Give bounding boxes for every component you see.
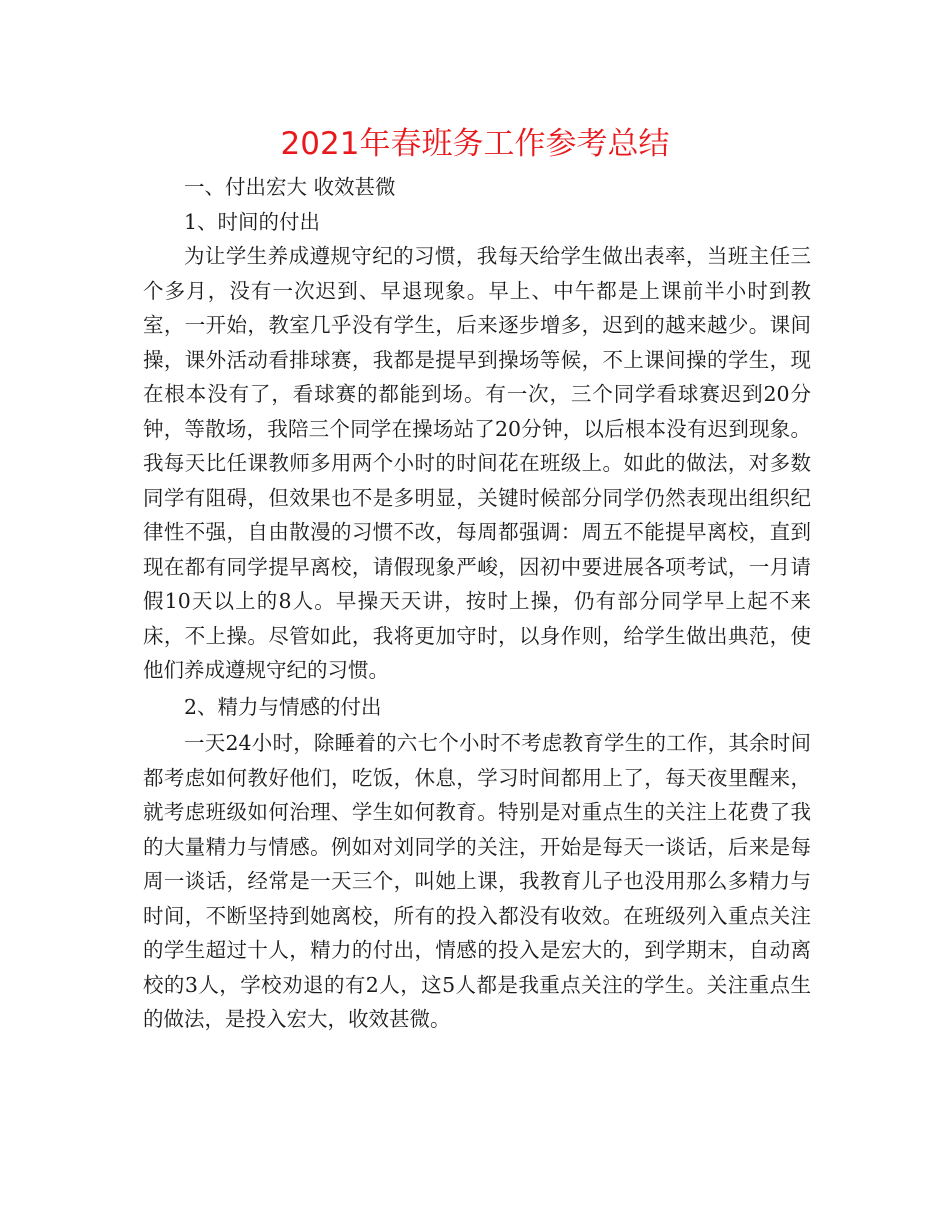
section-heading: 一、付出宏大 收效甚微 <box>184 175 396 199</box>
document-title: 2021年春班务工作参考总结 <box>280 126 670 162</box>
subsection-heading-time: 1、时间的付出 <box>184 209 321 234</box>
document-body <box>143 170 811 1037</box>
paragraph-time-investment: 为让学生养成遵规守纪的习惯，我每天给学生做出表率，当班主任三个多月，没有一次迟到、早退现象。早上、中午都是上课前半小时到教室，一开始，教室几乎没有学生，后来逐步增多，迟到的越来越少。课间操，课外活动看排球赛，我都是提早到操场等候，不上课间操的学生，现在根本没有了，看球赛的都能到场。有一次，三个同学看球赛迟到20分钟，等散场，我陪三个同学在操场站了20分钟，以后根本没有迟到现象。我每天比任课教师多用两个小时的时间花在班级上。如此的做法，对多数同学有阻碍，但效果也不是多明显，关键时候部分同学仍然表现出组织纪律性不强，自由散漫的习惯不改，每周都强调：周五不能提早离校，直到现在都有同学提早离校，请假现象严峻，因初中要进展各项考试，一月请假10天以上的8人。早操天天讲，按时上操，仍有部分同学早上起不来床，不上操。尽管如此，我将更加守时，以身作则，给学生做出典范，使他们养成遵规守纪的习惯。 <box>143 244 811 682</box>
subsection-heading-energy: 2、精力与情感的付出 <box>184 694 382 719</box>
paragraph-energy-investment: 一天24小时，除睡着的六七个小时不考虑教育学生的工作，其余时间都考虑如何教好他们，吃饭，休息，学习时间都用上了，每天夜里醒来，就考虑班级如何治理、学生如何教育。特别是对重点生的关注上花费了我的大量精力与情感。例如对刘同学的关注，开始是每天一谈话，后来是每周一谈话，经常是一天三个，叫她上课，我教育儿子也没用那么多精力与时间，不断坚持到她离校，所有的投入都没有收效。在班级列入重点关注的学生超过十人，精力的付出，情感的投入是宏大的，到学期末，自动离校的3人，学校劝退的有2人，这5人都是我重点关注的学生。关注重点生的做法，是投入宏大，收效甚微。 <box>143 731 811 1031</box>
